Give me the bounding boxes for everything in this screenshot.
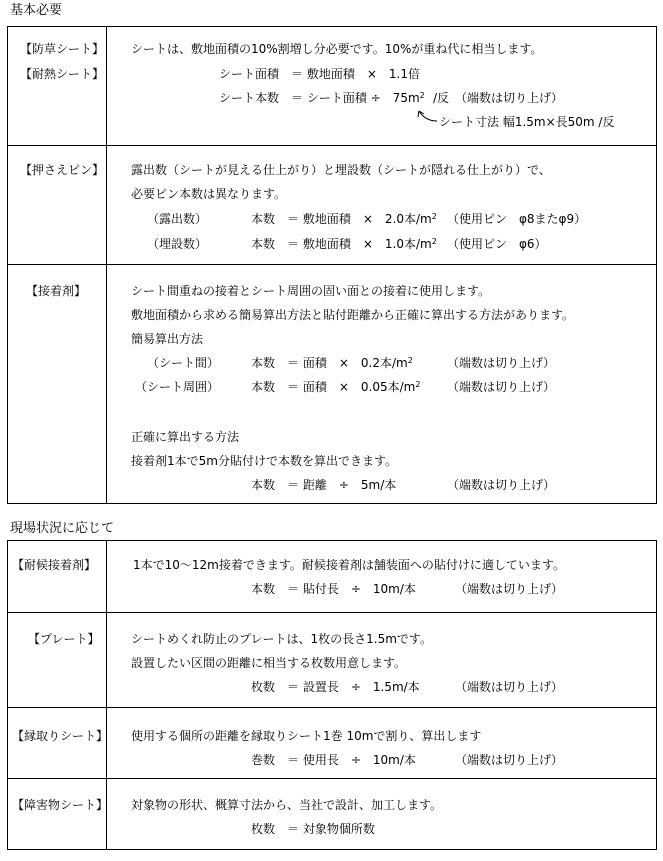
section-title-basic: 基本必要: [10, 3, 63, 18]
row-label: 【障害物シート】: [12, 798, 109, 812]
row-label: 【耐熱シート】: [20, 67, 105, 81]
row-label: 【接着剤】: [26, 284, 87, 298]
row-label: 【縁取りシート】: [12, 729, 109, 743]
formula: 本数 ＝ 面積 × 0.2本$/m^2$: [251, 356, 413, 370]
table-row: [8, 613, 657, 708]
sheet-size-note: シート寸法 幅1.5m×長50m /反: [439, 115, 615, 129]
formula: 本数 ＝ 貼付長 ÷ 10m/本: [251, 582, 416, 596]
sub-label: （露出数）: [147, 212, 208, 226]
sub-label: （シート間）: [147, 356, 220, 370]
row-text: 設置したい区間の距離に相当する枚数用意します。: [131, 656, 407, 670]
row-text: 必要ピン本数は異なります。: [131, 187, 287, 201]
formula: 本数 ＝ 敷地面積 × 1.0本$/m^2$: [251, 237, 437, 251]
row-text: 使用する個所の距離を縁取りシート1巻 10mで割り、算出します: [131, 729, 482, 743]
row-text: シートは、敷地面積の10%割増し分必要です。10%が重ね代に相当します。: [131, 42, 543, 56]
row-text: 接着剤1本で5m分貼付けで本数を算出できます。: [131, 454, 398, 468]
note: （使用ピン φ6）: [447, 237, 547, 251]
table-row: [8, 265, 657, 504]
section-title-site: 現場状況に応じて: [10, 521, 115, 536]
note: （端数は切り上げ）: [447, 380, 556, 394]
arrow-icon: [411, 107, 441, 127]
note: （端数は切り上げ）: [455, 753, 564, 767]
note: （端数は切り上げ）: [447, 356, 556, 370]
row-label: 【防草シート】: [20, 42, 105, 56]
formula: 枚数 ＝ 対象物個所数: [251, 822, 375, 836]
row-label: 【プレート】: [28, 632, 100, 646]
row-text: シートめくれ防止のプレートは、1枚の長さ1.5mです。: [131, 632, 432, 646]
basic-table: [7, 26, 657, 504]
table-row: [8, 779, 657, 850]
formula: シート面積 ＝ 敷地面積 × 1.1倍: [219, 67, 420, 81]
note: （端数は切り上げ）: [447, 478, 556, 492]
note: （端数は切り上げ）: [455, 582, 564, 596]
formula: 枚数 ＝ 設置長 ÷ 1.5m/本: [251, 680, 420, 694]
row-text: 1本で10～12m接着できます。耐候接着剤は舗装面への貼付けに適しています。: [133, 558, 565, 572]
sub-label: （シート周囲）: [135, 380, 220, 394]
formula: 本数 ＝ 距離 ÷ 5m/本: [251, 478, 397, 492]
site-table: [7, 540, 657, 850]
row-label: 【耐候接着剤】: [12, 558, 97, 572]
row-text: 簡易算出方法: [131, 332, 204, 346]
sub-label: （埋設数）: [147, 237, 208, 251]
row-text: 露出数（シートが見える仕上がり）と埋設数（シートが隠れる仕上がり）で、: [131, 163, 551, 177]
table-row: [8, 146, 657, 265]
row-text: シート間重ねの接着とシート周囲の固い面との接着に使用します。: [131, 284, 491, 298]
table-row: [8, 541, 657, 613]
note: （端数は切り上げ）: [455, 680, 564, 694]
row-text: 正確に算出する方法: [131, 430, 240, 444]
formula: 巻数 ＝ 使用長 ÷ 10m/本: [251, 753, 416, 767]
note: （使用ピン φ8またφ9）: [447, 212, 587, 226]
formula: シート本数 ＝ シート面積 ÷ $75m^2$: [219, 91, 425, 105]
row-text: 敷地面積から求める簡易算出方法と貼付距離から正確に算出する方法があります。: [131, 308, 575, 322]
row-text: 対象物の形状、概算寸法から、当社で設計、加工します。: [131, 798, 443, 812]
table-row: [8, 27, 657, 146]
row-label: 【押さえピン】: [20, 163, 105, 177]
table-row: [8, 708, 657, 779]
formula: 本数 ＝ 敷地面積 × 2.0本$/m^2$: [251, 212, 437, 226]
formula: 本数 ＝ 面積 × 0.05本$/m^2$: [251, 380, 421, 394]
note: /反 （端数は切り上げ）: [433, 91, 564, 105]
